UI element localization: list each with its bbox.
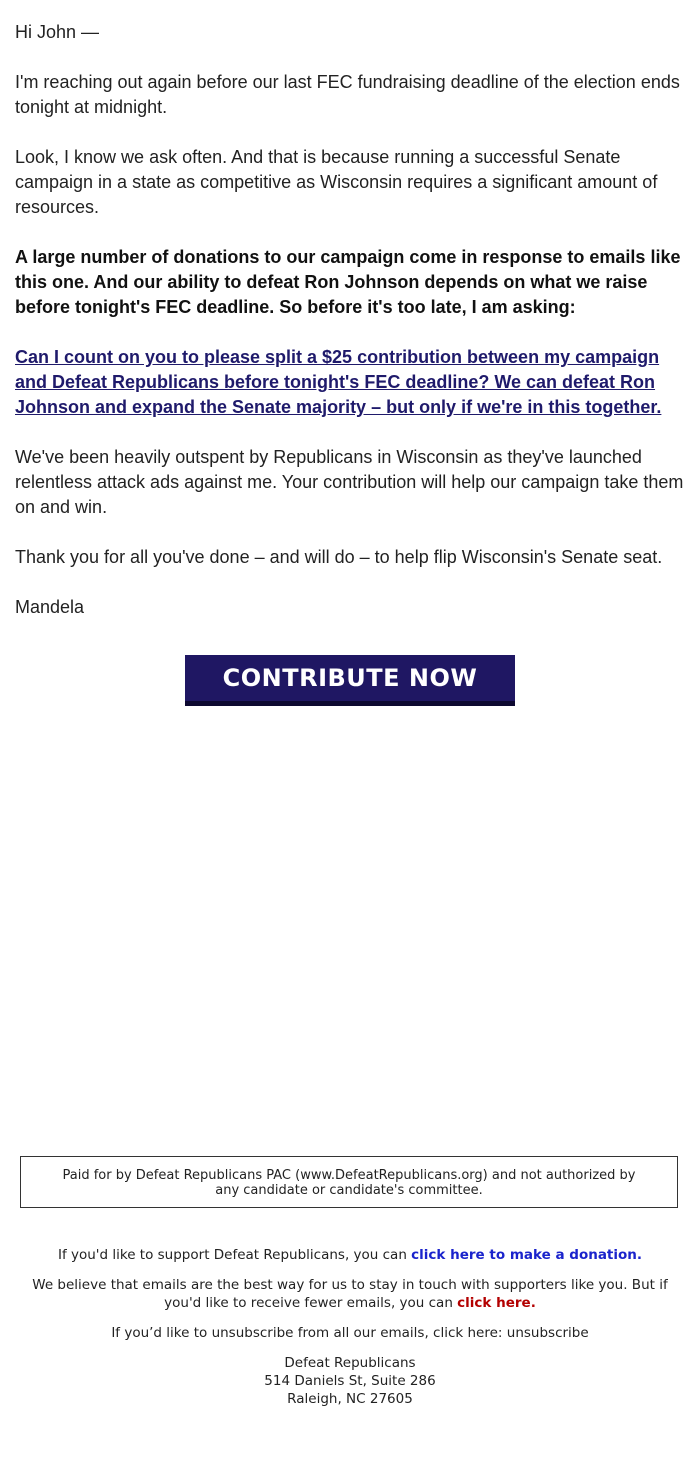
- contribute-now-button[interactable]: CONTRIBUTE NOW: [185, 655, 515, 706]
- signature: Mandela: [15, 597, 85, 617]
- fewer-emails-link[interactable]: click here.: [457, 1295, 536, 1311]
- footer-unsubscribe-text: If you’d like to unsubscribe from all our emails, click here:: [111, 1325, 507, 1341]
- paragraph-resources: Look, I know we ask often. And that is because running a successful Senate campaign in a state as competitive as Wisconsin requires a significant amount of resources.: [15, 147, 658, 217]
- paragraph-ask: [15, 345, 690, 420]
- footer-fewer-emails-line: [20, 1276, 680, 1312]
- email-body: [15, 20, 690, 645]
- paid-for-disclaimer: Paid for by Defeat Republicans PAC (www.DefeatRepublicans.org) and not authorized by any candidate or candidate's committee.: [20, 1156, 678, 1208]
- footer-unsubscribe-line: [20, 1324, 680, 1342]
- email-footer: [20, 1246, 680, 1408]
- footer-fewer-emails-text: We believe that emails are the best way for us to stay in touch with supporters like you. But if you'd like to receive fewer emails, you can: [32, 1277, 668, 1311]
- paragraph-deadline: I'm reaching out again before our last FEC fundraising deadline of the election ends tonight at midnight.: [15, 72, 680, 117]
- donation-link[interactable]: click here to make a donation.: [411, 1247, 643, 1263]
- footer-support-text: If you'd like to support Defeat Republicans, you can: [57, 1247, 412, 1263]
- cta-container: [185, 655, 515, 706]
- org-name: Defeat Republicans: [284, 1355, 416, 1371]
- paragraph-bold-appeal: A large number of donations to our campaign come in response to emails like this one. And our ability to defeat Ron Johnson depends on what we raise before tonight's FEC deadline. So before it's too late, I am asking:: [15, 247, 681, 317]
- greeting: Hi John —: [15, 22, 100, 42]
- mailing-address: [20, 1354, 680, 1408]
- footer-support-line: [20, 1246, 680, 1264]
- unsubscribe-link[interactable]: unsubscribe: [506, 1325, 589, 1341]
- address-line-1: 514 Daniels St, Suite 286: [264, 1373, 436, 1389]
- ask-contribution-link[interactable]: Can I count on you to please split a $25 contribution between my campaign and Defeat Republicans before tonight's FEC deadline? We can defeat Ron Johnson and expand the Senate majority – but only if we're in this together.: [15, 347, 662, 417]
- paragraph-thanks: Thank you for all you've done – and will do – to help flip Wisconsin's Senate seat.: [15, 547, 663, 567]
- address-line-2: Raleigh, NC 27605: [287, 1391, 413, 1407]
- paragraph-outspent: We've been heavily outspent by Republicans in Wisconsin as they've launched relentless attack ads against me. Your contribution will help our campaign take them on and win.: [15, 447, 684, 517]
